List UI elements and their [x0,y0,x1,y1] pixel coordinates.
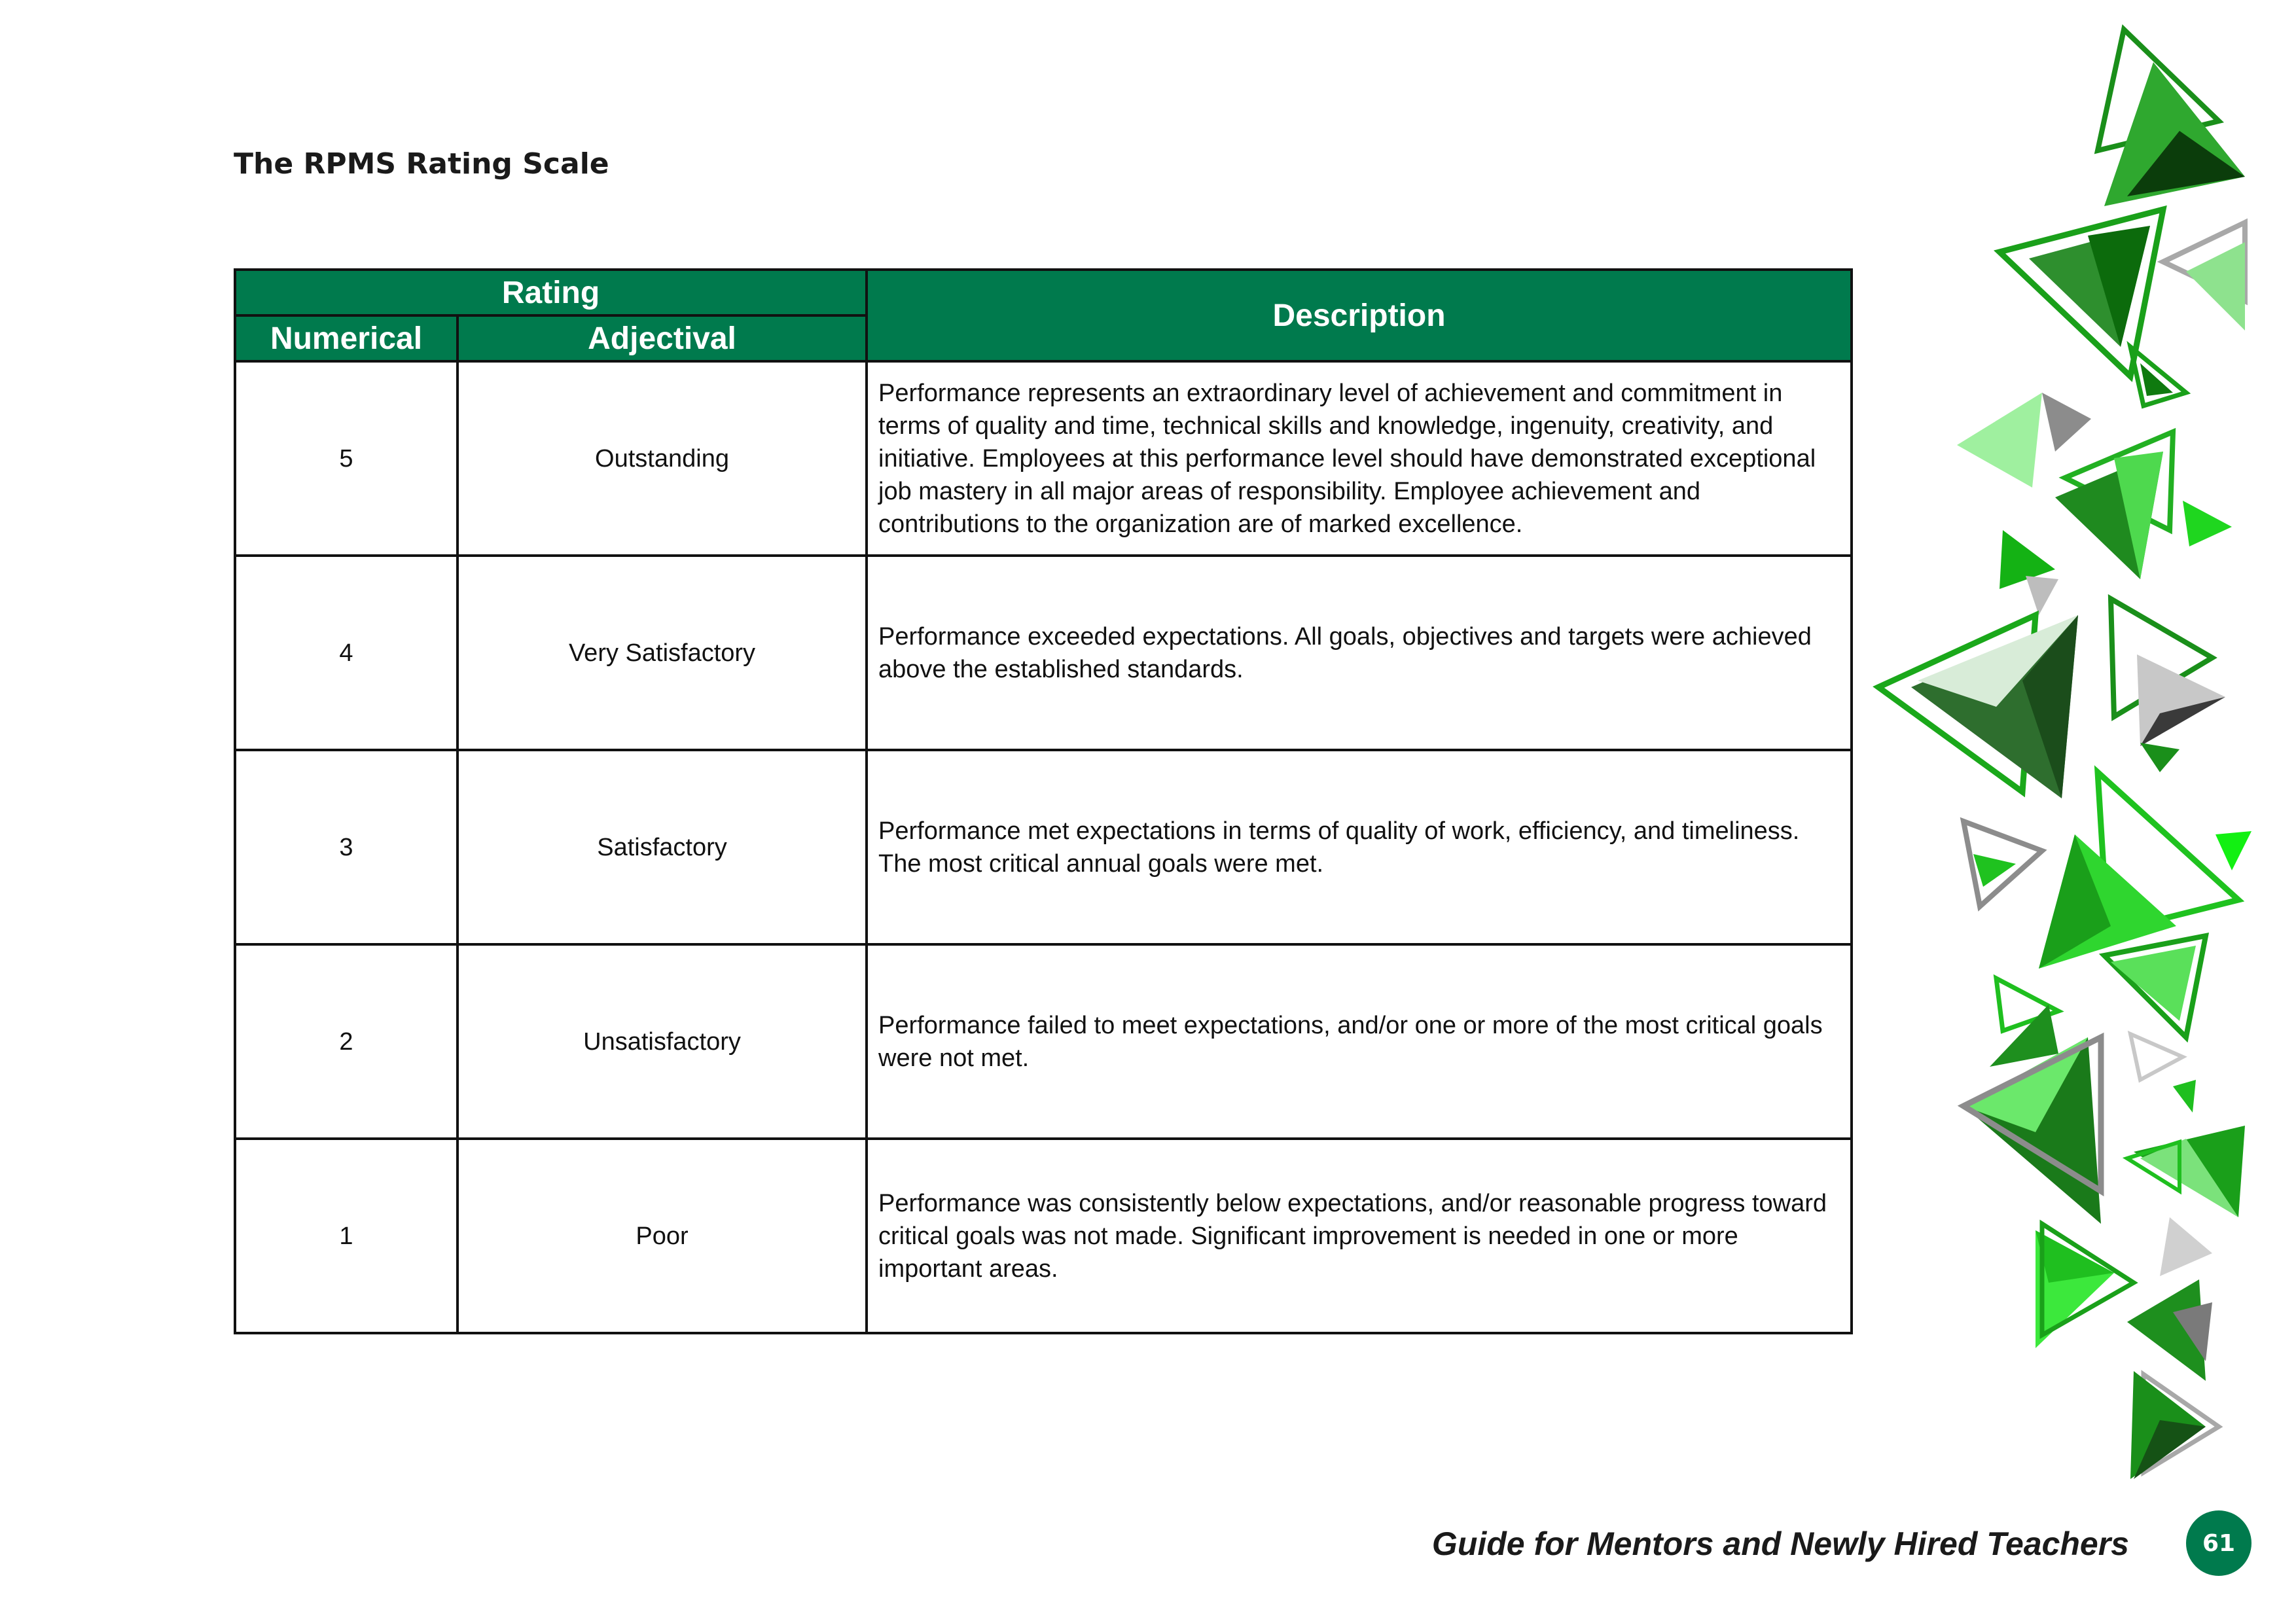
cell-adjectival: Very Satisfactory [457,556,867,750]
table-row [235,556,1852,750]
triangle-cluster-lower [1964,772,2251,1224]
cell-description: Performance exceeded expectations. All goals, objectives and targets were achieved above the established standards. [867,556,1852,750]
cell-adjectival: Satisfactory [457,750,867,944]
rating-scale-table [234,268,1853,1334]
header-rating: Rating [235,270,867,315]
cell-numerical: 2 [235,944,457,1139]
header-description: Description [867,270,1852,361]
triangle-cluster-middle [1878,393,2232,798]
page-number-badge: 61 [2186,1510,2251,1576]
header-adjectival: Adjectival [457,315,867,361]
cell-adjectival: Outstanding [457,361,867,556]
cell-description: Performance met expectations in terms of quality of work, efficiency, and timeliness. The most critical annual goals were met. [867,750,1852,944]
cell-numerical: 1 [235,1139,457,1333]
cell-numerical: 4 [235,556,457,750]
green-triangles-decoration [1859,20,2265,1499]
cell-description: Performance was consistently below expectations, and/or reasonable progress toward critical goals was not made. Significant improvement is needed in one or more important areas. [867,1139,1852,1333]
cell-description: Performance failed to meet expectations, and/or one or more of the most critical goals were not met. [867,944,1852,1139]
section-title: The RPMS Rating Scale [234,147,609,181]
table-row [235,944,1852,1139]
footer-title: Guide for Mentors and Newly Hired Teachers [1431,1525,2129,1562]
cell-numerical: 3 [235,750,457,944]
triangle-cluster-top [2000,29,2245,406]
triangle-cluster-bottom [2036,1217,2219,1479]
table-row [235,361,1852,556]
cell-numerical: 5 [235,361,457,556]
table-row [235,1139,1852,1333]
cell-adjectival: Unsatisfactory [457,944,867,1139]
header-row-top [235,270,1852,315]
cell-adjectival: Poor [457,1139,867,1333]
header-numerical: Numerical [235,315,457,361]
cell-description: Performance represents an extraordinary level of achievement and commitment in terms of quality and time, technical skills and knowledge, ingenuity, creativity, and initiative. Employees at this performance level should have demonstrated exceptional job mastery in all major areas of responsibility. Employee achievement and contributions to the organization are of marked excellence. [867,361,1852,556]
table-row [235,750,1852,944]
